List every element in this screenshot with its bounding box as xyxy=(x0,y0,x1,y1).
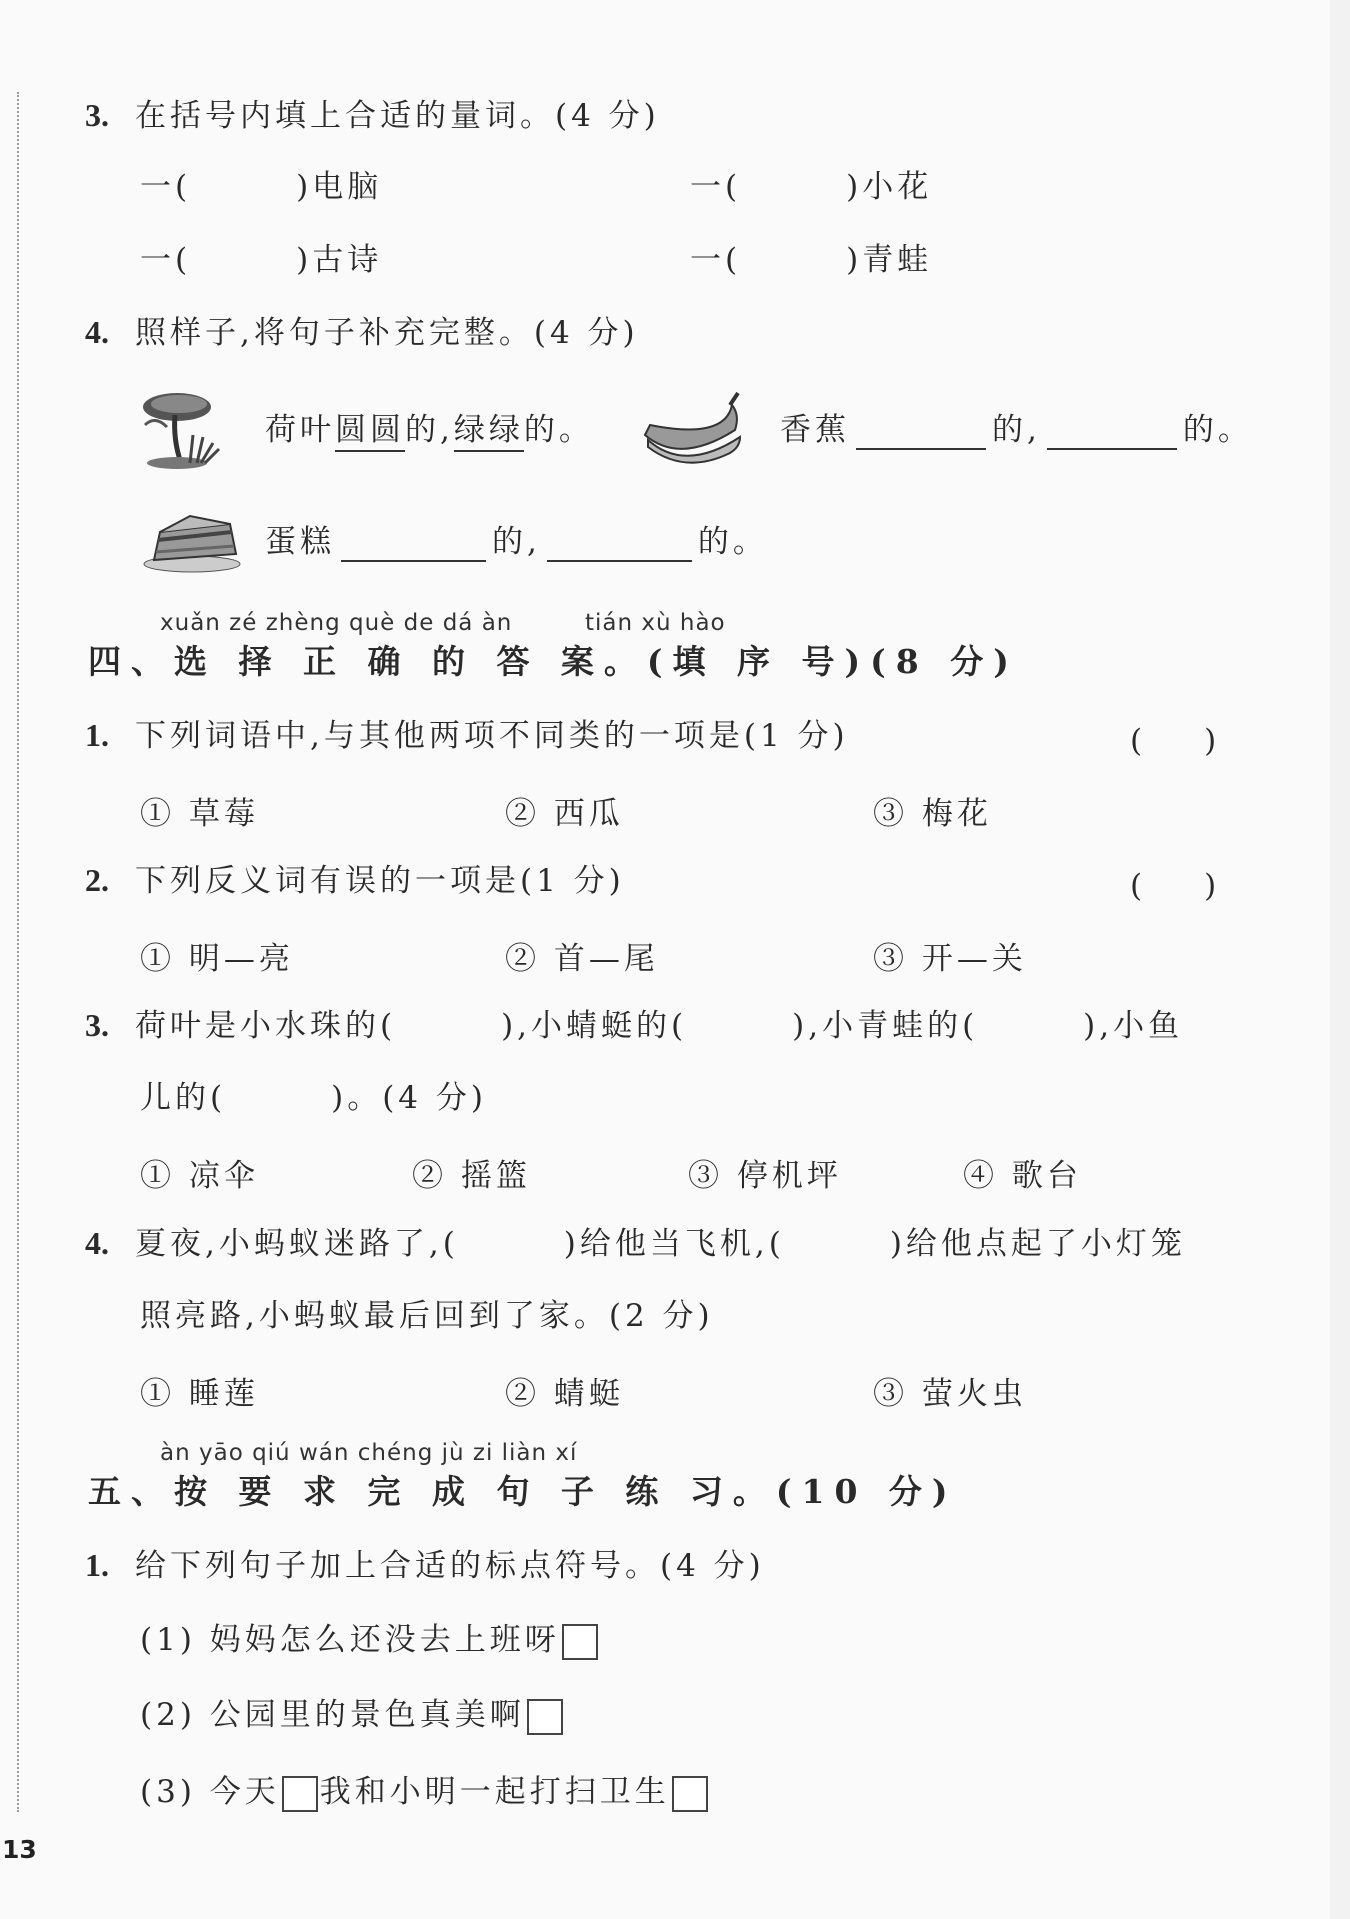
punctuation-sentence-1 xyxy=(140,1620,600,1660)
punctuation-sentence-2 xyxy=(140,1695,565,1735)
question-text: 照样子,将句子补充完整。(4 分) xyxy=(135,315,639,351)
answer-box[interactable]: ( ) xyxy=(1130,723,1217,759)
example-underlined-word: 绿绿 xyxy=(454,412,524,452)
s4-question-3 xyxy=(85,1005,1183,1046)
option-3: ③ 开—关 xyxy=(873,941,1027,977)
fill-item-flower: 一( )小花 xyxy=(690,169,933,205)
example-underlined-word: 圆圆 xyxy=(335,412,405,452)
question-number: 1. xyxy=(85,1547,109,1583)
s4-question-3-line-2: 儿的( )。(4 分) xyxy=(140,1080,487,1116)
option-3: ③ 萤火虫 xyxy=(873,1376,1027,1412)
option-2: ② 首—尾 xyxy=(505,941,659,977)
s4-question-4 xyxy=(85,1223,1186,1264)
section-5-title: 五、按 要 求 完 成 句 子 练 习。(10 分) xyxy=(88,1472,958,1511)
punctuation-box[interactable] xyxy=(562,1624,598,1660)
lotus-leaf-picture xyxy=(135,385,230,470)
section-4-pinyin: xuǎn zé zhèng què de dá àn xyxy=(160,610,513,636)
question-text: 下列反义词有误的一项是(1 分) xyxy=(135,863,625,899)
question-text: 夏夜,小蚂蚁迷路了,( )给他当飞机,( )给他点起了小灯笼 xyxy=(135,1226,1186,1262)
banana-picture xyxy=(640,385,750,470)
punctuation-box[interactable] xyxy=(672,1776,708,1812)
example-subject: 荷叶 xyxy=(265,412,335,448)
binding-margin-line xyxy=(17,92,19,1812)
section-4-title: 四、选 择 正 确 的 答 案。(填 序 号)(8 分) xyxy=(88,642,1019,681)
sentence-text: (1) 妈妈怎么还没去上班呀 xyxy=(140,1622,560,1658)
option-3: ③ 停机坪 xyxy=(688,1158,842,1194)
option-1: ① 睡莲 xyxy=(140,1376,259,1412)
option-2: ② 摇篮 xyxy=(412,1158,531,1194)
cake-subject: 蛋糕 xyxy=(265,524,335,560)
option-2: ② 西瓜 xyxy=(505,796,624,832)
sentence-text: 我和小明一起打扫卫生 xyxy=(319,1774,670,1810)
option-1: ① 凉伞 xyxy=(140,1158,259,1194)
question-number: 3. xyxy=(85,1007,109,1043)
s4-question-1 xyxy=(85,715,849,756)
cake-picture xyxy=(140,502,245,574)
question-text: 下列词语中,与其他两项不同类的一项是(1 分) xyxy=(135,718,849,754)
example-connector: 的, xyxy=(405,412,454,448)
sentence-connector: 的, xyxy=(492,524,541,560)
section-5-pinyin: àn yāo qiú wán chéng jù zi liàn xí xyxy=(160,1440,578,1466)
sentence-text: (2) 公园里的景色真美啊 xyxy=(140,1697,525,1733)
question-number: 1. xyxy=(85,717,109,753)
question-text: 在括号内填上合适的量词。(4 分) xyxy=(135,98,660,134)
fill-item-frog: 一( )青蛙 xyxy=(690,242,933,278)
s4-question-4-line-2: 照亮路,小蚂蚁最后回到了家。(2 分) xyxy=(140,1298,714,1334)
option-3: ③ 梅花 xyxy=(873,796,992,832)
cake-blank-2[interactable] xyxy=(547,530,692,562)
question-text: 荷叶是小水珠的( ),小蜻蜓的( ),小青蛙的( ),小鱼 xyxy=(135,1008,1184,1044)
fill-item-poem: 一( )古诗 xyxy=(140,242,383,278)
sentence-text: (3) 今天 xyxy=(140,1774,280,1810)
banana-sentence xyxy=(780,410,1253,450)
question-3-measure-words xyxy=(85,95,660,136)
punctuation-sentence-3 xyxy=(140,1772,710,1812)
option-1: ① 明—亮 xyxy=(140,941,294,977)
s5-question-1 xyxy=(85,1545,765,1586)
sentence-connector: 的, xyxy=(992,412,1041,448)
fill-item-computer: 一( )电脑 xyxy=(140,169,383,205)
banana-blank-1[interactable] xyxy=(856,418,986,450)
s4-question-2 xyxy=(85,860,625,901)
banana-subject: 香蕉 xyxy=(780,412,850,448)
example-sentence xyxy=(265,410,594,450)
punctuation-box[interactable] xyxy=(527,1699,563,1735)
punctuation-box[interactable] xyxy=(282,1776,318,1812)
question-number: 2. xyxy=(85,862,109,898)
answer-box[interactable]: ( ) xyxy=(1130,868,1217,904)
question-number: 3. xyxy=(85,97,109,133)
option-4: ④ 歌台 xyxy=(963,1158,1082,1194)
cake-sentence xyxy=(265,522,768,562)
section-4-pinyin-2: tián xù hào xyxy=(585,610,726,636)
option-1: ① 草莓 xyxy=(140,796,259,832)
page-number: 13 xyxy=(2,1835,37,1864)
sentence-ending: 的。 xyxy=(697,524,768,560)
example-ending: 的。 xyxy=(523,412,594,448)
question-number: 4. xyxy=(85,1225,109,1261)
banana-blank-2[interactable] xyxy=(1047,418,1177,450)
option-2: ② 蜻蜓 xyxy=(505,1376,624,1412)
cake-blank-1[interactable] xyxy=(341,530,486,562)
sentence-ending: 的。 xyxy=(1182,412,1253,448)
question-4-complete-sentence xyxy=(85,312,639,353)
question-number: 4. xyxy=(85,314,109,350)
question-text: 给下列句子加上合适的标点符号。(4 分) xyxy=(135,1548,765,1584)
